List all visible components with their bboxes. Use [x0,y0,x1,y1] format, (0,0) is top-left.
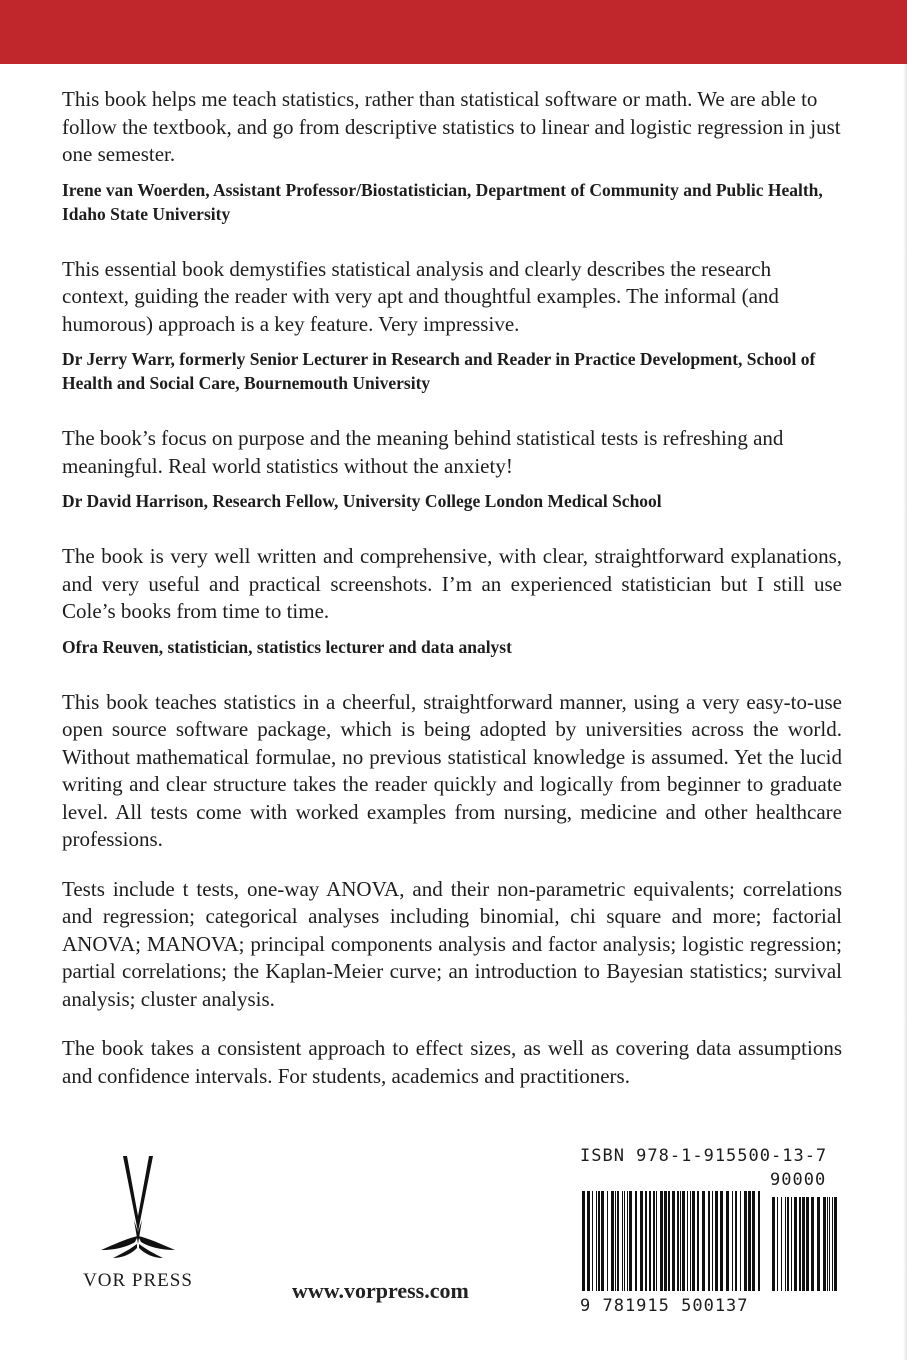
blurb-attribution-4: Ofra Reuven, statistician, statistics lecturer and data analyst [62,636,512,657]
description-paragraph-3: The book takes a consistent approach to effect sizes, as well as covering data assumptions and confidence intervals. For students, academics and practitioners. [62,1036,842,1088]
publisher-website[interactable]: www.vorpress.com [292,1278,469,1303]
isbn-barcode [580,1146,842,1330]
blurb-attribution-2: Dr Jerry Warr, formerly Senior Lecturer in Research and Reader in Practice Development, School of Health and Social Care, Bournemouth University [62,349,816,393]
publisher-logo [78,1154,198,1292]
blurb-quote-3: The book’s focus on purpose and the meaning behind statistical tests is refreshing and meaningful. Real world statistics without the anxiety! [62,426,784,478]
barcode-addon-number: 90000 [770,1170,827,1190]
isbn-number: ISBN 978-1-915500-13-7 [580,1146,828,1166]
back-cover-text [62,86,842,1090]
publisher-name: VOR PRESS [83,1270,193,1291]
blurb-attribution-3: Dr David Harrison, Research Fellow, University College London Medical School [62,491,662,511]
barcode-digits: 9 781915 500137 [580,1296,749,1316]
description-paragraph-2: Tests include t tests, one-way ANOVA, and their non-parametric equivalents; correlations and regression; categorical analyses including binomial, chi square and more; factorial ANOVA; MANOVA; principal components analysis and factor analysis; logistic regression; partial correlations; the Kaplan-Meier curve; an introduction to Bayesian statistics; survival analysis; cluster analysis. [62,876,842,1011]
blurb-quote-1: This book helps me teach statistics, rather than statistical software or math. We are able to follow the textbook, and go from descriptive statistics to linear and logistic regression in just one semester. [62,87,841,166]
cover-footer [0,1140,907,1360]
top-color-band [0,0,907,64]
quill-pen-icon [93,1154,183,1264]
blurb-quote-4: The book is very well written and comprehensive, with clear, straightforward explanations, and very useful and practical screenshots. I’m an experienced statistician but I still use Cole’s books from time to time. [62,544,842,623]
blurb-attribution-1: Irene van Woerden, Assistant Professor/Biostatistician, Department of Community and Public Health, Idaho State University [62,179,823,224]
blurb-quote-2: This essential book demystifies statistical analysis and clearly describes the research context, guiding the reader with very apt and thoughtful examples. The informal (and humorous) approach is a key feature. Very impressive. [62,256,779,336]
barcode-bars [580,1191,842,1295]
description-paragraph-1: This book teaches statistics in a cheerful, straightforward manner, using a very easy-to-use open source software package, which is being adopted by universities across the world. Without mathematical formulae, no previous statistical knowledge is assumed. Yet the lucid writing and clear structure takes the reader quickly and logically from beginner to graduate level. All tests come with worked examples from nursing, medicine and other healthcare professions. [62,689,842,851]
